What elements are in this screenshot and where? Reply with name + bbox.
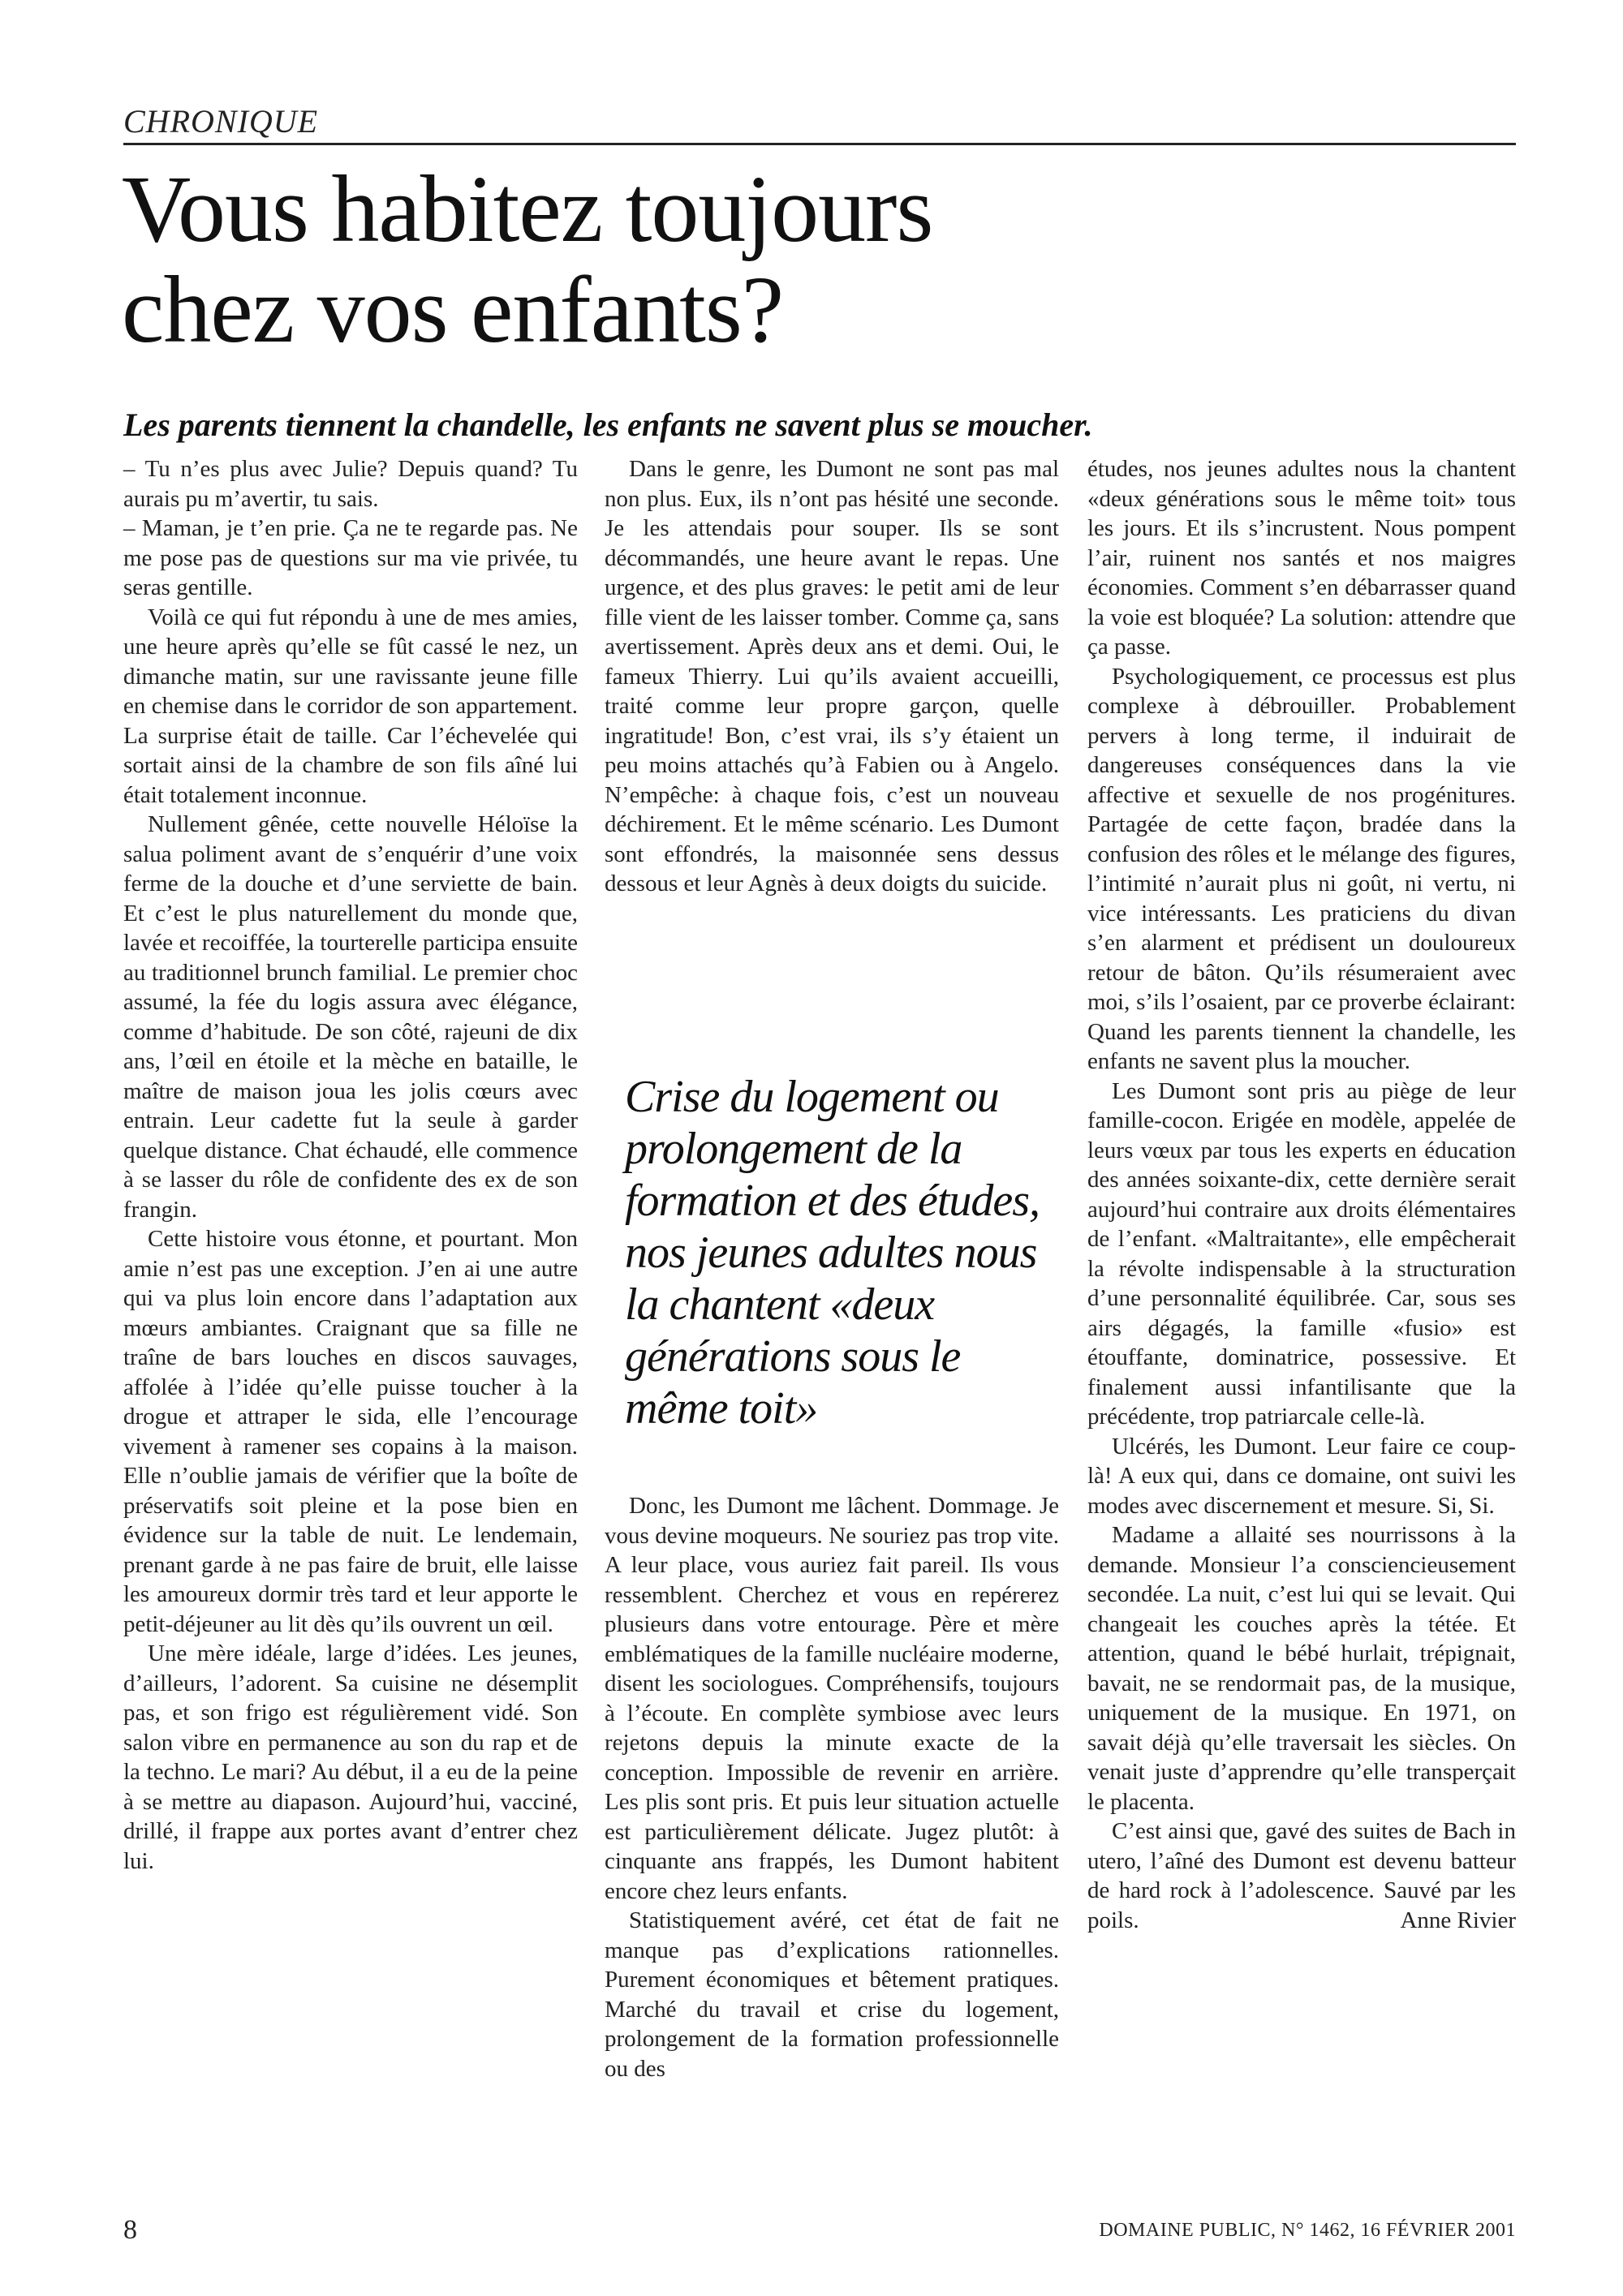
title-line-2: chez vos enfants? xyxy=(122,256,784,363)
paragraph: – Maman, je t’en prie. Ça ne te regarde pas. Ne me pose pas de questions sur ma vie privée, tu seras gentille. xyxy=(123,515,578,600)
paragraph: Une mère idéale, large d’idées. Les jeunes, d’ailleurs, l’adorent. Sa cuisine ne désemplit pas, et son frigo est régulièrement vidé. Son salon vibre en permanence au son du rap et de la techno. Le mari? Au début, il a eu de la peine à se mettre au diapason. Aujourd’hui, vacciné, drillé, il frappe aux portes avant d’entrer chez lui. xyxy=(123,1640,578,1874)
paragraph: – Tu n’es plus avec Julie? Depuis quand? Tu aurais pu m’avertir, tu sais. xyxy=(123,456,578,512)
paragraph: Cette histoire vous étonne, et pourtant. Mon amie n’est pas une exception. J’en ai une autre qui va plus loin encore dans l’adaptation aux mœurs ambiantes. Craignant que sa fille ne traîne de bars louches en discos sauvages, affolée à l’idée qu’elle puisse toucher à la drogue et attraper le sida, elle l’encourage vivement à ramener ses copains à la maison. Elle n’oublie jamais de vérifier que la boîte de préservatifs soit pleine et la pose bien en évidence sur la table de nuit. Le lendemain, prenant garde à ne pas faire de bruit, elle laisse les amoureux dormir très tard et leur apporte le petit-déjeuner au lit dès qu’ils ouvrent un œil. xyxy=(123,1226,578,1637)
last-paragraph xyxy=(1087,1817,1516,1935)
article-lede: Les parents tiennent la chandelle, les enfants ne savent plus se moucher. xyxy=(123,406,1093,443)
paragraph: Voilà ce qui fut répondu à une de mes amies, une heure après qu’elle se fût cassé le nez, un dimanche matin, sur une ravissante jeune fille en chemise dans le corridor de son appartement. La surprise était de taille. Car l’échevelée qui sortait ainsi de la chambre de son fils aîné lui était totalement inconnue. xyxy=(123,604,578,808)
paragraph: Statistiquement avéré, cet état de fait ne manque pas d’explications rationnelles. Purement économiques et bêtement pratiques. Marché du travail et crise du logement, prolongement de la formation professionnelle ou des xyxy=(605,1907,1059,2082)
column-2-bottom xyxy=(605,1491,1059,2083)
paragraph: Donc, les Dumont me lâchent. Dommage. Je vous devine moqueurs. Ne souriez pas trop vite. A leur place, vous auriez fait pareil. Ils vous ressemblent. Cherchez et vous en repérerez plusieurs dans votre entourage. Père et mère emblématiques de la famille nucléaire moderne, disent les sociologues. Compréhensifs, toujours à l’écoute. En complète symbiose avec leurs rejetons depuis la minute exacte de la conception. Impossible de revenir en arrière. Les plis sont pris. Et puis leur situation actuelle est particulièrement délicate. Jugez plutôt: à cinquante ans frappés, les Dumont habitent encore chez leurs enfants. xyxy=(605,1493,1059,1904)
paragraph: Dans le genre, les Dumont ne sont pas mal non plus. Eux, ils n’ont pas hésité une seconde. Je les attendais pour souper. Ils se sont décommandés, une heure avant le repas. Une urgence, et des plus graves: le petit ami de leur fille vient de les laisser tomber. Comme ça, sans avertissement. Après deux ans et demi. Oui, le fameux Thierry. Lui qu’ils avaient accueilli, traité comme leur propre garçon, quelle ingratitude! Bon, c’est vrai, ils s’y étaient un peu moins attachés qu’à Fabien ou à Angelo. N’empêche: à chaque fois, c’est un nouveau déchirement. Et le même scénario. Les Dumont sont effondrés, la maisonnée sens dessus dessous et leur Agnès à deux doigts du suicide. xyxy=(605,456,1059,896)
title-line-1: Vous habitez toujours xyxy=(122,156,933,262)
paragraph: Ulcérés, les Dumont. Leur faire ce coup-là! A eux qui, dans ce domaine, ont suivi les modes avec discernement et mesure. Si, Si. xyxy=(1087,1433,1516,1519)
pull-quote: Crise du logement ou prolongement de la formation et des études, nos jeunes adultes nous la chantent «deux générations sous le même toit» xyxy=(625,1072,1040,1434)
paragraph: Madame a allaité ses nourrissons à la demande. Monsieur l’a consciencieusement secondée. La nuit, c’est lui qui se levait. Qui changeait les couches après la tétée. Et attention, quand le bébé hurlait, trépignait, bavait, ne se rendormait pas, de la musique, uniquement de la musique. En 1971, on savait déjà qu’elle traversait les siècles. On venait juste d’apprendre qu’elle transperçait le placenta. xyxy=(1087,1522,1516,1815)
paragraph: études, nos jeunes adultes nous la chantent «deux générations sous le même toit» tous les jours. Et ils s’incrustent. Nous pompent l’air, ruinent nos santés et nos maigres économies. Comment s’en débarrasser quand la voie est bloquée? La solution: attendre que ça passe. xyxy=(1087,456,1516,660)
header-rule xyxy=(123,143,1516,145)
column-3 xyxy=(1087,454,1516,1935)
publication-footer: DOMAINE PUBLIC, N° 1462, 16 FÉVRIER 2001 xyxy=(1099,2220,1516,2241)
column-2-top xyxy=(605,454,1059,899)
column-1 xyxy=(123,454,578,1876)
paragraph: Psychologiquement, ce processus est plus complexe à débrouiller. Probablement pervers à long terme, il induirait de dangereuses conséquences dans la vie affective et sexuelle de nos progénitures. Partagée de cette façon, bradée dans la confusion des rôles et le mélange des figures, l’intimité n’aurait plus ni goût, ni vertu, ni vice intéressants. Les praticiens du divan s’en alarment et prédisent un douloureux retour de bâton. Qu’ils résumeraient avec moi, s’ils l’osaient, par ce proverbe éclairant: Quand les parents tiennent la chandelle, les enfants ne savent plus la moucher. xyxy=(1087,663,1516,1074)
article-title xyxy=(122,156,1339,363)
paragraph: Nullement gênée, cette nouvelle Héloïse la salua poliment avant de s’enquérir d’une voix ferme de la douche et d’une serviette de bain. Et c’est le plus naturellement du monde que, lavée et recoiffée, la tourterelle participa ensuite au traditionnel brunch familial. Le premier choc assumé, la fée du logis assura avec élégance, comme d’habitude. De son côté, rajeuni de dix ans, l’œil en étoile et la mèche en bataille, le maître de maison joua les jolis cœurs avec entrain. Leur cadette fut la seule à garder quelque distance. Chat échaudé, elle commence à se lasser du rôle de confidente des ex de son frangin. xyxy=(123,811,578,1223)
paragraph: Les Dumont sont pris au piège de leur famille-cocon. Erigée en modèle, appelée de leurs vœux par tous les experts en éducation des années soixante-dix, cette dernière serait aujourd’hui contraire aux droits élémentaires de l’enfant. «Maltraitante», elle empêcherait la révolte indispensable à la structuration d’une personnalité équilibrée. Car, sous ses airs dégagés, la famille «fusio» est étouffante, dominatrice, possessive. Et finalement aussi infantilisante que la précédente, trop patriarcale celle-là. xyxy=(1087,1077,1516,1430)
author-signature: Anne Rivier xyxy=(1400,1907,1516,1933)
section-rubric: CHRONIQUE xyxy=(123,103,319,140)
paragraph-text: C’est ainsi que, gavé des suites de Bach in utero, l’aîné des Dumont est devenu batteur de hard rock à l’adolescence. Sauvé par les poils. xyxy=(1087,1818,1516,1933)
page-number: 8 xyxy=(123,2215,137,2245)
